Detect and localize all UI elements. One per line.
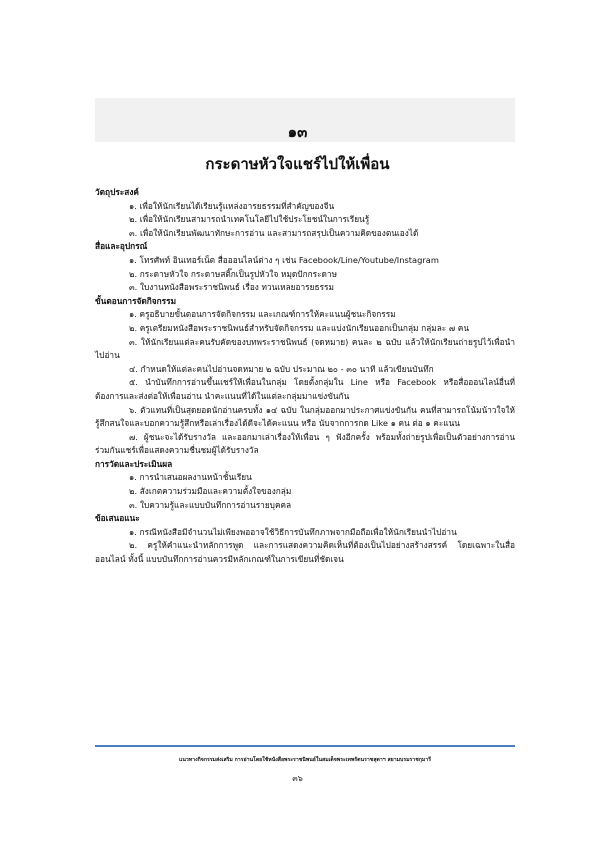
section-heading: ขั้นตอนการจัดกิจกรรม: [95, 295, 177, 306]
section: [95, 458, 515, 512]
chapter-number: ๑๓: [287, 123, 308, 141]
list-item: ๓. ใบความรู้และแบบบันทึกการอ่านรายบุคคล: [129, 499, 292, 510]
list-item: ๓. ใบงานหนังสือพระราชนิพนธ์ เรื่อง ทวนเหลยอารยธรรม: [129, 282, 334, 293]
body-paragraph: ๒. ครูให้คำแนะนำหลักการพูด และการแสดงความคิดเห็นที่ต้องเป็นไปอย่างสร้างสรรค์ โดยเฉพาะในสื่อออนไลน์ ทั้งนี้ แบบบันทึกการอ่านควรมีหลักเกณฑ์ในการเขียนที่ชัดเจน: [95, 540, 515, 565]
footer-text: แนวทางกิจกรรมส่งเสริม การอ่านโดยใช้หนังสือพระราชนิพนธ์ในสมเด็จพระเทพรัตนราชสุดาฯ สยามบรมราชกุมารี: [178, 757, 432, 763]
section: [95, 295, 515, 458]
list-item: ๒. เพื่อให้นักเรียนสามารถนำเทคโนโลยีไปใช้ประโยชน์ในการเรียนรู้: [129, 214, 370, 225]
page-title: กระดาษหัวใจแชร์ไปให้เพื่อน: [205, 155, 390, 173]
footer-rule: [95, 745, 515, 747]
list-item: ๔. กำหนดให้แต่ละคนไปอ่านจดหมาย ๒ ฉบับ ประมาณ ๒๐ - ๓๐ นาที แล้วเขียนบันทึก: [129, 363, 434, 374]
section-heading: การวัดและประเมินผล: [95, 458, 173, 469]
section: [95, 186, 515, 240]
body-paragraph: ๖. ตัวแทนที่เป็นสุดยอดนักอ่านครบทั้ง ๑๔ ฉบับ ในกลุ่มออกมาประกาศแข่งขันกัน คนที่สามารถโน้มน้าวใจให้รู้สึกสนใจและบอกความรู้สึกหรือเล่าเรื่องได้ดีจะได้คะแนน หรือ นับจากการกด Like ๑ คน ต่อ ๑ คะแนน: [95, 404, 515, 429]
page-number: ๓๖: [292, 774, 303, 783]
body-paragraph: ๗. ผู้ชนะจะได้รับรางวัล และออกมาเล่าเรื่องให้เพื่อน ๆ ฟังอีกครั้ง พร้อมทั้งถ่ายรูปเพื่อเป็นตัวอย่างการอ่าน ร่วมกันแชร์เพื่อแสดงความชื่นชมผู้ได้รับรางวัล: [95, 431, 515, 456]
list-item: ๑. กรณีหนังสือมีจำนวนไม่เพียงพออาจใช้วิธีการบันทึกภาพจากมือถือเพื่อให้นักเรียนนำไปอ่าน: [129, 526, 457, 537]
list-item: ๓. เพื่อให้นักเรียนพัฒนาทักษะการอ่าน และสามารถสรุปเป็นความคิดของตนเองได้: [129, 227, 419, 238]
body-paragraph: ๕. นำบันทึกการอ่านขึ้นแชร์ให้เพื่อนในกลุ่ม โดยตั้งกลุ่มใน Line หรือ Facebook หรือสื่อออนไลน์อื่นที่ต้องการและส่งต่อให้เพื่อนอ่าน นำคะแนนที่ได้ในแต่ละกลุ่มมาแข่งขันกัน: [95, 377, 515, 401]
list-item: ๒. กระดาษหัวใจ กระดาษสติ๊กเป็นรูปหัวใจ หมุดปักกระดาษ: [129, 268, 338, 279]
list-item: ๑. โทรศัพท์ อินเทอร์เน็ต สื่อออนไลน์ต่าง ๆ เช่น Facebook/Line/Youtube/Instagram: [129, 254, 439, 265]
body-paragraph: ๓. ให้นักเรียนแต่ละคนรับคัดของบทพระราชนิพนธ์ (จดหมาย) คนละ ๒ ฉบับ แล้วให้นักเรียนถ่ายรูปไว้เพื่อนำไปอ่าน: [95, 336, 515, 361]
section: [95, 512, 515, 566]
list-item: ๒. ครูเตรียมหนังสือพระราชนิพนธ์สำหรับจัดกิจกรรม และแบ่งนักเรียนออกเป็นกลุ่ม กลุ่มละ ๗ คน: [129, 322, 470, 333]
list-item: ๒. สังเกตความร่วมมือและความตั้งใจของกลุ่ม: [129, 486, 292, 497]
section: [95, 240, 515, 294]
document-body: [95, 186, 515, 567]
list-item: ๑. เพื่อให้นักเรียนได้เรียนรู้แหล่งอารยธรรมที่สำคัญของจีน: [129, 200, 335, 211]
section-heading: ข้อเสนอแนะ: [95, 513, 140, 524]
section-heading: สื่อและอุปกรณ์: [95, 241, 148, 252]
section-heading: วัตถุประสงค์: [95, 187, 139, 197]
list-item: ๑. การนำเสนอผลงานหน้าชั้นเรียน: [129, 472, 252, 483]
list-item: ๑. ครูอธิบายขั้นตอนการจัดกิจกรรม และเกณฑ์การให้คะแนนผู้ชนะกิจกรรม: [129, 309, 396, 320]
